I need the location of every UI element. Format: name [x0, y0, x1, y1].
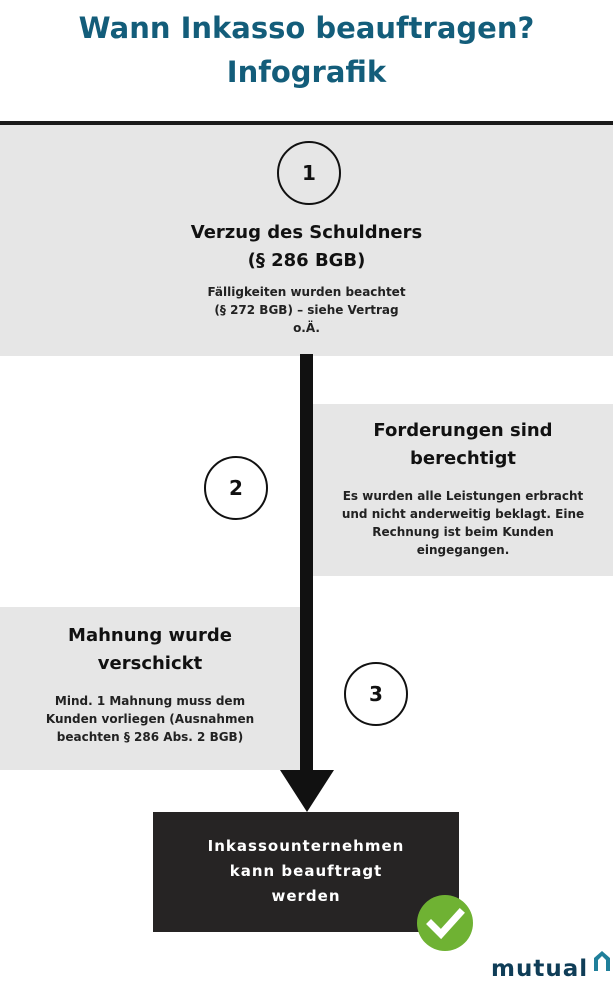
result-line: kann beauftragt	[229, 862, 383, 880]
step-3-description-line: Kunden vorliegen (Ausnahmen	[45, 712, 255, 726]
step-2-description	[328, 487, 598, 559]
step-3-heading-line: Mahnung wurde	[68, 625, 232, 646]
result-line: Inkassounternehmen	[207, 837, 405, 855]
step-2-heading-line: Forderungen sind	[373, 420, 553, 441]
step-3-heading-line: verschickt	[97, 653, 203, 674]
step-3-description-line: beachten § 286 Abs. 2 BGB)	[56, 730, 244, 744]
step-2-heading	[313, 417, 613, 473]
step-2-description-line: Rechnung ist beim Kunden	[372, 525, 554, 539]
step-1-description-line: (§ 272 BGB) – siehe Vertrag	[214, 303, 399, 317]
step-1-number: 1	[277, 141, 341, 205]
step-2-number: 2	[204, 456, 268, 520]
step-3-heading	[0, 622, 300, 678]
result-line: werden	[271, 887, 341, 905]
step-2-description-line: und nicht anderweitig beklagt. Eine	[341, 507, 585, 521]
flow-arrow-head	[280, 770, 334, 812]
step-1-heading-line: Verzug des Schuldners	[190, 222, 423, 243]
title-line-2: Infografik	[226, 55, 387, 89]
step-1-heading-line: (§ 286 BGB)	[247, 250, 366, 271]
step-2-description-line: Es wurden alle Leistungen erbracht	[342, 489, 584, 503]
step-1-description-line: Fälligkeiten wurden beachtet	[207, 285, 406, 299]
step-3-description-line: Mind. 1 Mahnung muss dem	[54, 694, 246, 708]
title-line-1: Wann Inkasso beauftragen?	[78, 11, 535, 45]
brand-logo	[491, 950, 613, 990]
step-3-description	[15, 692, 285, 746]
logo-wordmark: mutual	[491, 956, 589, 982]
step-1-heading	[0, 219, 613, 275]
logo-mark-icon	[593, 950, 611, 972]
step-1-description-line: o.Ä.	[293, 321, 320, 335]
check-circle-icon	[416, 894, 474, 952]
flow-arrow-shaft	[300, 354, 313, 780]
result-text	[153, 834, 459, 909]
step-3-number: 3	[344, 662, 408, 726]
step-1-description	[150, 283, 463, 337]
page-title	[0, 6, 613, 94]
step-2-heading-line: berechtigt	[410, 448, 516, 469]
step-2-description-line: eingegangen.	[416, 543, 510, 557]
